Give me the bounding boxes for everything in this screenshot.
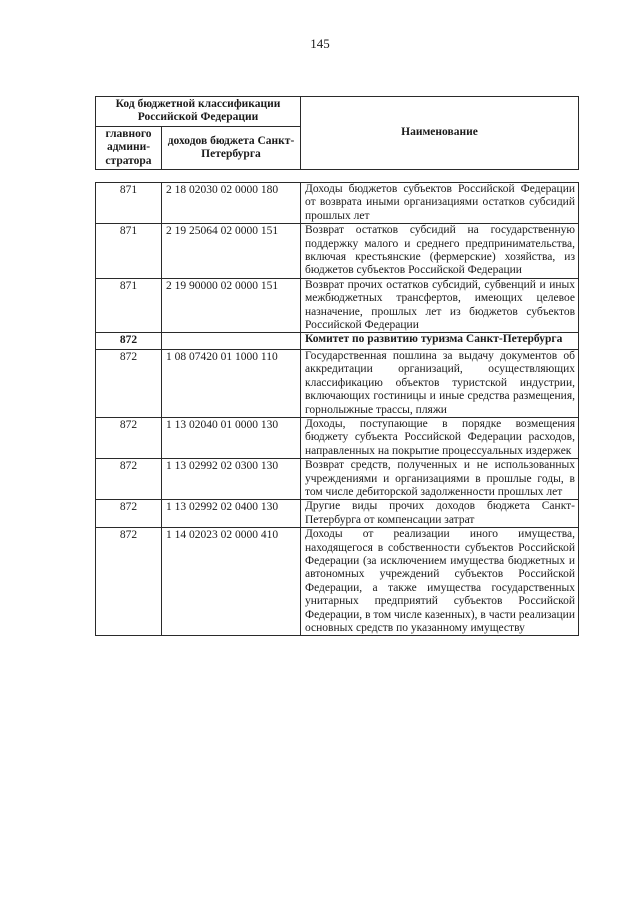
table-row (96, 183, 579, 224)
cell-income-code: 1 13 02992 02 0300 130 (162, 459, 301, 500)
header-income-code: доходов бюджета Санкт-Петербурга (162, 126, 301, 169)
cell-name: Доходы, поступающие в порядке возмещения бюджету субъекта Российской Федерации расходов, направленных на покрытие процессуальных издержек (301, 417, 579, 458)
cell-name: Возврат прочих остатков субсидий, субвенций и иных межбюджетных трансфертов, имеющих целевое назначение, прошлых лет из бюджетов субъектов Российской Федерации (301, 278, 579, 333)
table-row (96, 459, 579, 500)
cell-administrator-code: 871 (96, 224, 162, 279)
table-row (96, 224, 579, 279)
cell-administrator-code: 871 (96, 278, 162, 333)
cell-income-code: 1 14 02023 02 0000 410 (162, 528, 301, 636)
table-row (96, 349, 579, 417)
column-header-table (95, 96, 579, 170)
cell-income-code (162, 333, 301, 349)
cell-administrator-code: 872 (96, 349, 162, 417)
cell-income-code: 1 13 02992 02 0400 130 (162, 500, 301, 528)
cell-name: Комитет по развитию туризма Санкт-Петербурга (301, 333, 579, 349)
cell-administrator-code: 872 (96, 417, 162, 458)
income-codes-table (95, 182, 579, 636)
cell-name: Возврат остатков субсидий на государственную поддержку малого и среднего предпринимательства, включая крестьянские (фермерские) хозяйства, из бюджетов субъектов Российской Федерации (301, 224, 579, 279)
header-budget-classification-code: Код бюджетной классификации Российской Федерации (96, 97, 301, 127)
table-row-organization (96, 333, 579, 349)
cell-name: Другие виды прочих доходов бюджета Санкт-Петербурга от компенсации затрат (301, 500, 579, 528)
cell-income-code: 2 18 02030 02 0000 180 (162, 183, 301, 224)
cell-name: Доходы бюджетов субъектов Российской Федерации от возврата иными организациями остатков субсидий прошлых лет (301, 183, 579, 224)
cell-administrator-code: 872 (96, 528, 162, 636)
table-row (96, 417, 579, 458)
page-number: 145 (310, 36, 330, 51)
cell-name: Государственная пошлина за выдачу документов об аккредитации организаций, осуществляющих классификацию объектов туристской индустрии, включающих гостиницы и иные средства размещения, горнолыжные трассы, пляжи (301, 349, 579, 417)
table-row (96, 500, 579, 528)
header-name: Наименование (301, 97, 579, 170)
cell-administrator-code: 872 (96, 459, 162, 500)
cell-administrator-code: 871 (96, 183, 162, 224)
cell-name: Доходы от реализации иного имущества, находящегося в собственности субъектов Российской Федерации (за исключением имущества бюджетных и автономных учреждений субъектов Российской Федерации, а также имущества государственных унитарных предприятий субъектов Российской Федерации, в том числе казенных), в части реализации основных средств по указанному имуществу (301, 528, 579, 636)
cell-administrator-code: 872 (96, 500, 162, 528)
cell-income-code: 2 19 25064 02 0000 151 (162, 224, 301, 279)
header-row-top (96, 97, 579, 127)
header-chief-administrator: главного админи-стратора (96, 126, 162, 169)
cell-income-code: 1 08 07420 01 1000 110 (162, 349, 301, 417)
cell-income-code: 1 13 02040 01 0000 130 (162, 417, 301, 458)
cell-income-code: 2 19 90000 02 0000 151 (162, 278, 301, 333)
cell-name: Возврат средств, полученных и не использованных учреждениями и организациями в прошлые годы, в том числе дебиторской задолженности прошлых лет (301, 459, 579, 500)
cell-administrator-code: 872 (96, 333, 162, 349)
table-row (96, 528, 579, 636)
table-body (96, 183, 579, 636)
table-row (96, 278, 579, 333)
